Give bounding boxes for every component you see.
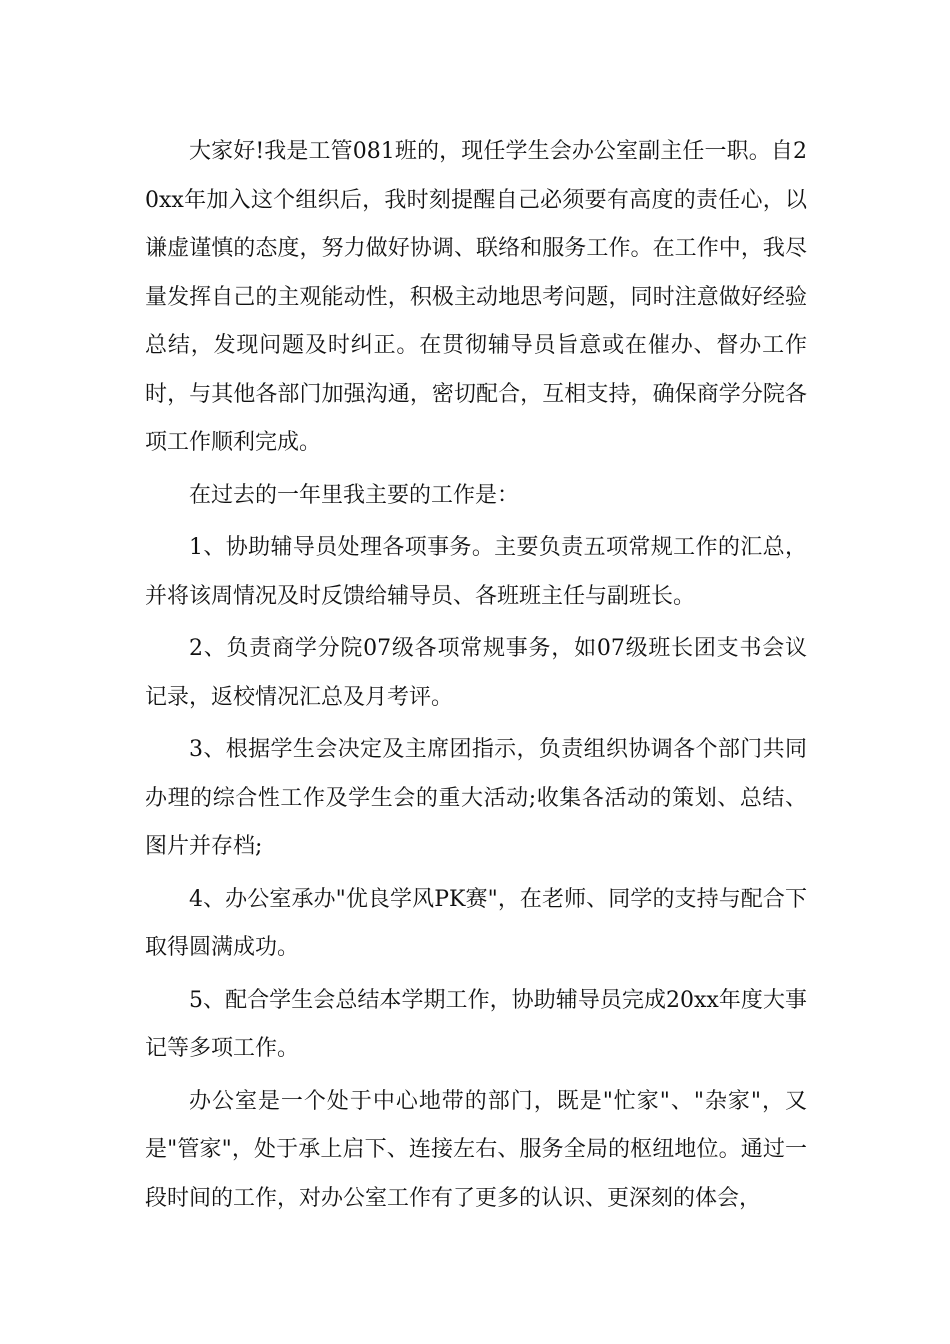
document-body xyxy=(145,128,807,1227)
paragraph-item-2: 2、负责商学分院07级各项常规事务，如07级班长团支书会议记录，返校情况汇总及月考评。 xyxy=(145,636,807,710)
paragraph-item-3: 3、根据学生会决定及主席团指示，负责组织协调各个部门共同办理的综合性工作及学生会的重大活动;收集各活动的策划、总结、图片并存档; xyxy=(145,737,807,859)
paragraph-office-reflection: 办公室是一个处于中心地带的部门，既是"忙家"、"杂家"，又是"管家"，处于承上启下、连接左右、服务全局的枢纽地位。通过一段时间的工作，对办公室工作有了更多的认识、更深刻的体会， xyxy=(145,1088,807,1211)
paragraph-item-1: 1、协助辅导员处理各项事务。主要负责五项常规工作的汇总，并将该周情况及时反馈给辅导员、各班班主任与副班长。 xyxy=(145,535,807,609)
paragraph-work-heading: 在过去的一年里我主要的工作是： xyxy=(189,482,520,508)
paragraph-intro: 大家好!我是工管081班的，现任学生会办公室副主任一职。自20xx年加入这个组织后，我时刻提醒自己必须要有高度的责任心，以谦虚谨慎的态度，努力做好协调、联络和服务工作。在工作中，我尽量发挥自己的主观能动性，积极主动地思考问题，同时注意做好经验总结，发现问题及时纠正。在贯彻辅导员旨意或在催办、督办工作时，与其他各部门加强沟通，密切配合，互相支持，确保商学分院各项工作顺利完成。 xyxy=(145,139,807,455)
paragraph-item-5: 5、配合学生会总结本学期工作，协助辅导员完成20xx年度大事记等多项工作。 xyxy=(145,987,807,1061)
paragraph-item-4: 4、办公室承办"优良学风PK赛"，在老师、同学的支持与配合下取得圆满成功。 xyxy=(145,886,807,960)
